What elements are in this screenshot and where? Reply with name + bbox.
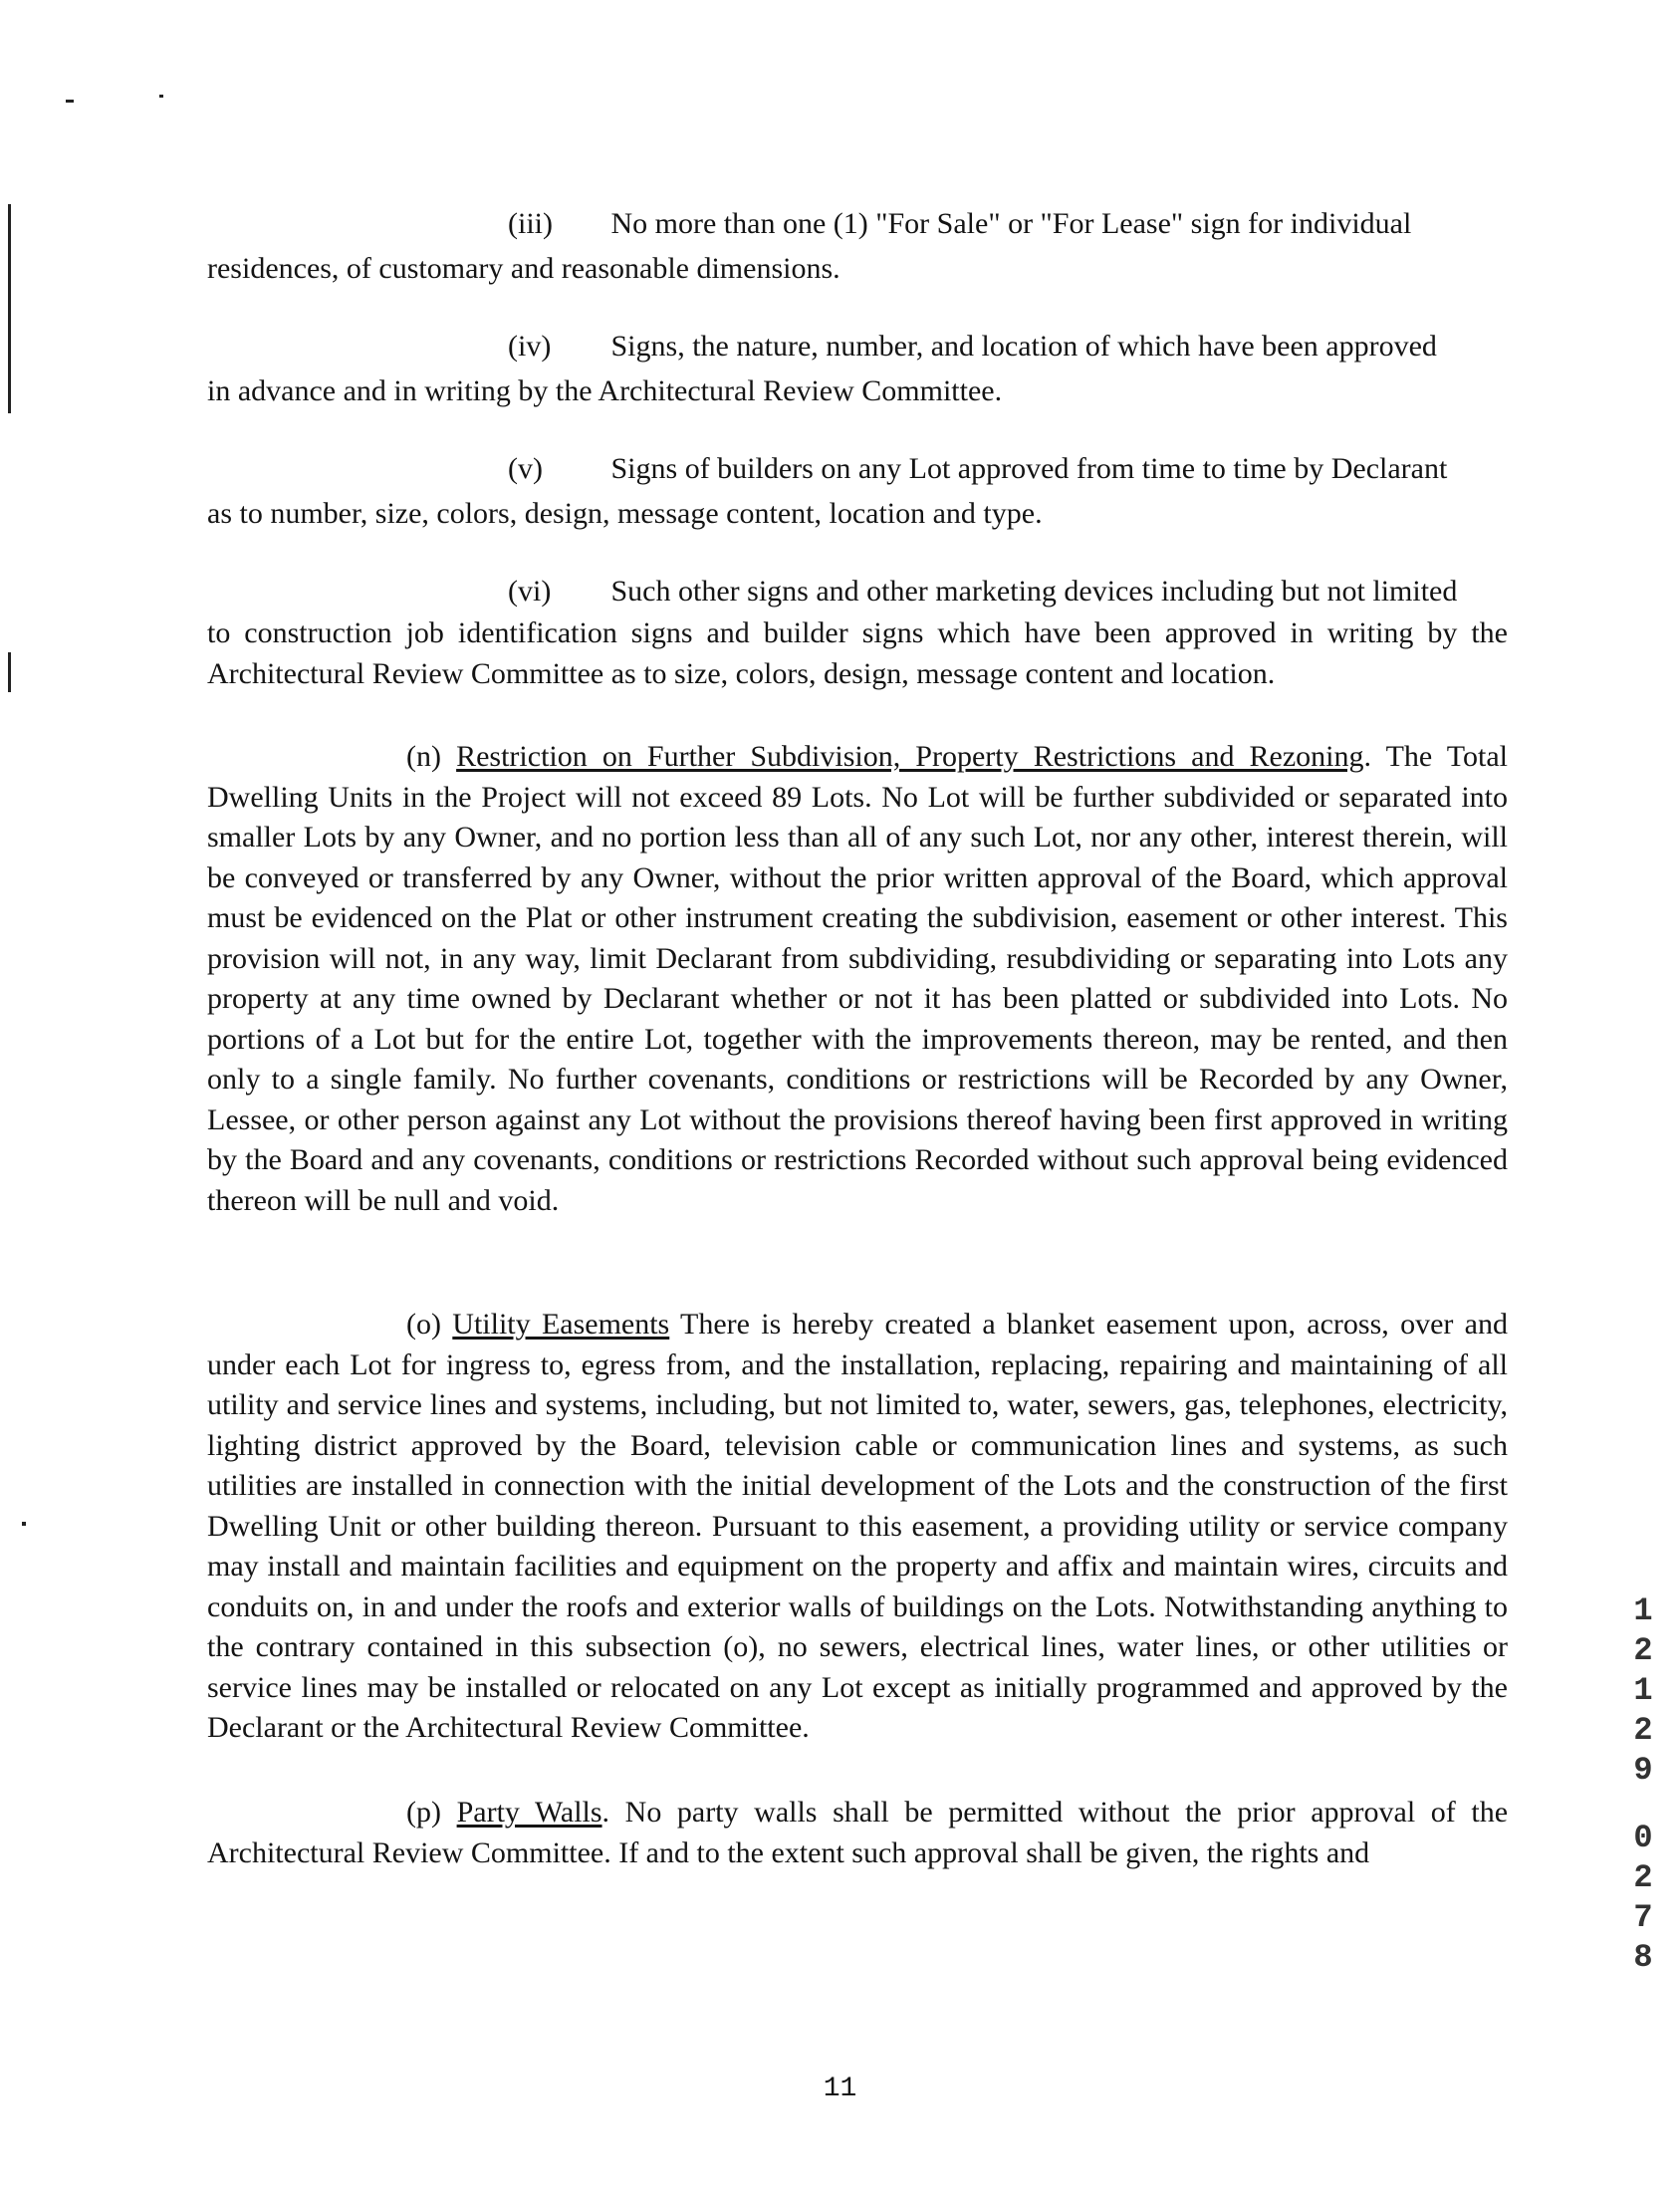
scan-speck — [66, 100, 74, 103]
section-o — [207, 1305, 1508, 1749]
stamp-digit: 2 — [1633, 1632, 1653, 1669]
scan-speck — [22, 1522, 26, 1526]
page-number: 11 — [823, 2074, 857, 2104]
stamp-digit: 0 — [1633, 1820, 1653, 1856]
item-iv-continuation: in advance and in writing by the Architectural Review Committee. — [207, 374, 1003, 407]
stamp-digit: 8 — [1633, 1939, 1653, 1976]
item-text: No more than one (1) "For Sale" or "For Lease" sign for individual — [610, 207, 1412, 240]
item-label: (iv) — [508, 330, 552, 363]
section-body: The Total Dwelling Units in the Project will not exceed 89 Lots. No Lot will be further subdivided or separated into smaller Lots by any Owner, and no portion less than all of any such Lot, nor any other, interest therein, will be conveyed or transferred by any Owner, without the prior written approval of the Board, which approval must be evidenced on the Plat or other instrument creating the subdivision, easement or other interest. This provision will not, in any way, limit Declarant from subdividing, resubdividing or separating into Lots any property at any time owned by Declarant whether or not it has been platted or subdivided into Lots. No portions of a Lot but for the entire Lot, together with the improvements thereon, may be rented, and then only to a single family. No further covenants, conditions or restrictions will be Recorded by any Owner, Lessee, or other person against any Lot without the provisions thereof having been first approved in writing by the Board and any covenants, conditions or restrictions Recorded without such approval being evidenced thereon will be null and void. — [207, 740, 1508, 1217]
item-iii-first-line — [508, 204, 1508, 245]
section-label: (p) — [406, 1796, 441, 1829]
section-body: There is hereby created a blanket easement upon, across, over and under each Lot for ingress to, egress from, and the installation, replacing, repairing and maintaining of all utility and service lines and systems, including, but not limited to, water, sewers, gas, telephones, electricity, lighting district approved by the Board, television cable or communication lines and systems, as such utilities are installed in connection with the initial development of the Lots and the construction of the first Dwelling Unit or other building thereon. Pursuant to this easement, a providing utility or service company may install and maintain facilities and equipment on the property and affix and maintain wires, circuits and conduits on, in and under the roofs and exterior walls of buildings on the Lots. Notwithstanding anything to the contrary contained in this subsection (o), no sewers, electrical lines, water lines, or other utilities or service lines may be installed or relocated on any Lot except as initially programmed and approved by the Declarant or the Architectural Review Committee. — [207, 1308, 1508, 1744]
margin-bar — [8, 204, 11, 413]
heading-punctuation: . — [1363, 740, 1372, 773]
section-p — [207, 1793, 1508, 1873]
item-v-continuation: as to number, size, colors, design, message content, location and type. — [207, 497, 1043, 530]
scan-speck — [159, 95, 163, 98]
item-label: (vi) — [508, 575, 552, 608]
item-iv-first-line — [508, 327, 1508, 367]
item-iii-continuation: residences, of customary and reasonable dimensions. — [207, 252, 840, 285]
stamp-digit: 7 — [1633, 1899, 1653, 1936]
section-body: No party walls shall be permitted without the prior approval of the Architectural Review Committee. If and to the extent such approval shall be given, the rights and — [207, 1796, 1509, 1869]
item-text: Signs, the nature, number, and location of which have been approved — [610, 330, 1437, 363]
item-v-first-line — [508, 449, 1508, 490]
item-label: (iii) — [508, 207, 553, 240]
margin-bar — [8, 652, 11, 692]
stamp-digit: 1 — [1633, 1672, 1653, 1709]
item-vi-first-line — [508, 572, 1508, 612]
section-heading: Restriction on Further Subdivision, Property Restrictions and Rezoning — [456, 740, 1364, 773]
item-text: Such other signs and other marketing devices including but not limited — [610, 575, 1458, 608]
stamp-digit: 2 — [1633, 1859, 1653, 1896]
section-heading: Party Walls — [456, 1796, 602, 1829]
stamp-digit: 2 — [1633, 1712, 1653, 1749]
item-vi-continuation: to construction job identification signs and builder signs which have been approved in writing by the Architectural Review Committee as to size, colors, design, message content and location. — [207, 616, 1508, 690]
section-heading: Utility Easements — [452, 1308, 670, 1341]
section-label: (o) — [406, 1308, 441, 1341]
stamp-digit: 1 — [1633, 1592, 1653, 1629]
section-label: (n) — [406, 740, 441, 773]
item-text: Signs of builders on any Lot approved from time to time by Declarant — [610, 452, 1448, 485]
heading-punctuation: . — [601, 1796, 610, 1829]
item-label: (v) — [508, 452, 543, 485]
recording-stamp — [1629, 1591, 1657, 1978]
stamp-digit: 9 — [1633, 1752, 1653, 1789]
section-n — [207, 737, 1508, 1221]
